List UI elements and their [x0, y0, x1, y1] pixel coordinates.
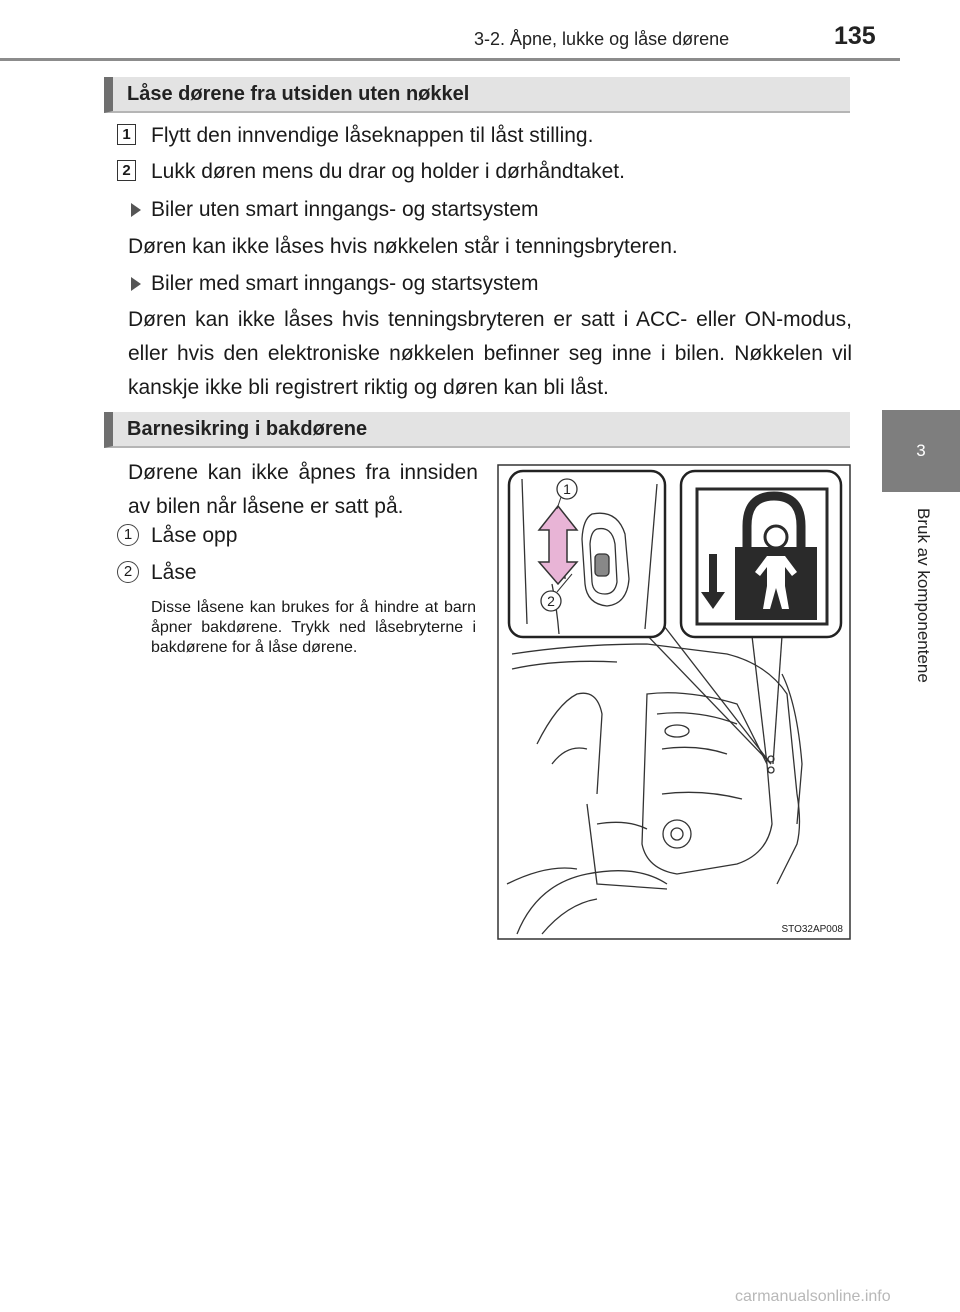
item-text-lock: Låse [151, 561, 197, 584]
case-text-with-smart: Døren kan ikke låses hvis tenningsbryteren er satt i ACC- eller ON-modus, eller hvis den elektroniske nøkkelen befinner seg inne i bilen. Nøkkelen vil kanskje ikke bli registrert riktig og døren kan bli låst. [128, 308, 852, 399]
item-number-1: 1 [117, 524, 139, 546]
chapter-label: Bruk av komponentene [914, 508, 933, 683]
figure-callout-2: 2 [547, 593, 555, 609]
triangle-bullet-icon [131, 203, 141, 217]
section-heading-lock-without-key: Låse dørene fra utsiden uten nøkkel [104, 77, 850, 113]
step-text-2: Lukk døren mens du drar og holder i dørhåndtaket. [151, 160, 625, 183]
step-number-1: 1 [117, 124, 136, 145]
page-number: 135 [834, 22, 876, 50]
step-text-1: Flytt den innvendige låseknappen til låst stilling. [151, 124, 594, 147]
item-number-2: 2 [117, 561, 139, 583]
header-title: 3-2. Åpne, lukke og låse dørene [474, 29, 730, 49]
figure-code: STO32AP008 [781, 924, 843, 935]
chapter-tab[interactable]: 3 [882, 410, 960, 492]
figure-callout-1: 1 [563, 481, 571, 497]
item-text-unlock: Låse opp [151, 524, 238, 547]
watermark: carmanualsonline.info [735, 1288, 891, 1305]
child-lock-intro: Dørene kan ikke åpnes fra innsiden av bilen når låsene er satt på. [128, 461, 478, 518]
step-number-2: 2 [117, 160, 136, 181]
triangle-bullet-icon [131, 277, 141, 291]
case-text-without-smart: Døren kan ikke låses hvis nøkkelen står i tenningsbryteren. [128, 235, 678, 258]
case-title-with-smart: Biler med smart inngangs- og startsystem [151, 272, 539, 295]
section-heading-child-lock: Barnesikring i bakdørene [104, 412, 850, 448]
child-lock-figure [497, 464, 851, 940]
case-title-without-smart: Biler uten smart inngangs- og startsystem [151, 198, 539, 221]
header-rule [0, 58, 900, 61]
child-lock-note: Disse låsene kan brukes for å hindre at barn åpner bakdørene. Trykk ned låsebryterne i bakdørene for å låse dørene. [151, 599, 476, 656]
